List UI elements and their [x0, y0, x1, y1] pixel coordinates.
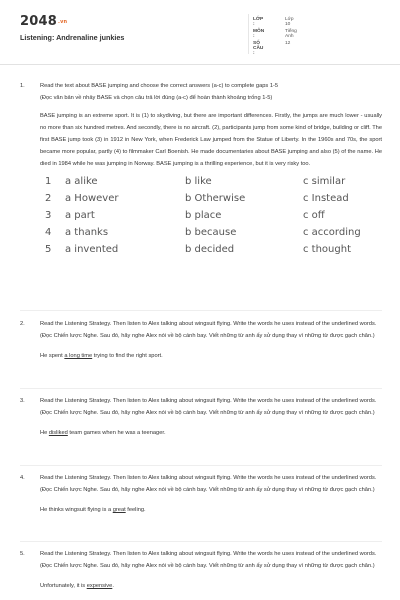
sentence-text: trying to find the right sport. — [92, 353, 163, 359]
question-3 — [20, 395, 382, 439]
option-a[interactable]: a invented — [65, 244, 119, 255]
question-sentence — [40, 580, 382, 592]
question-separator — [20, 541, 382, 542]
question-separator — [20, 465, 382, 466]
question-4 — [20, 472, 382, 516]
option-number: 3 — [45, 210, 52, 221]
site-logo[interactable] — [20, 14, 67, 29]
answer-options — [45, 176, 382, 261]
logo-suffix: .vn — [57, 18, 68, 25]
option-b[interactable]: b decided — [185, 244, 235, 255]
option-c[interactable]: c Instead — [303, 193, 349, 204]
question-separator — [20, 310, 382, 311]
question-instruction: Read the Listening Strategy. Then listen to Alex talking about wingsuit flying. Write the words he uses instead of the underlined words. — [40, 398, 377, 404]
option-b[interactable]: b like — [185, 176, 212, 187]
question-number: 1. — [20, 83, 25, 89]
question-sentence — [40, 350, 382, 362]
meta-key: SỐ CÂU : — [253, 41, 264, 56]
question-translation: (Đọc Chiến lược Nghe. Sau đó, hãy nghe Alex nói về bộ cánh bay. Viết những từ anh ấy sử dụng thay vì những từ được gạch chân.) — [40, 563, 375, 569]
reading-passage: BASE jumping is an extreme sport. It is (1) to skydiving, but there are important differences. Firstly, the jumps are much lower - usually no more than six hundred metres. And secondly, there is no aircraft. (2), participants jump from some kind of bridge, building or cliff. The first BASE jump took (3) in 1912 in New York, when Frederick Law jumped from the Statue of Liberty. In the 1960s and 70s, the sport became more popular, partly (4) to filmmaker Carl Boenish. He made documentaries about BASE jumping and also (5) of the name. He died in 1984 while he was jumping in Norway. BASE jumping is a thrilling experience, but it is very risky too. — [40, 113, 382, 167]
option-number: 2 — [45, 193, 52, 204]
question-number: 4. — [20, 475, 25, 481]
underlined-word: disliked — [48, 430, 68, 436]
sentence-text: . — [112, 583, 114, 589]
sentence-text: feeling. — [125, 507, 146, 513]
question-number: 5. — [20, 551, 25, 557]
lesson-title: Listening: Andrenaline junkies — [20, 33, 125, 42]
question-body — [40, 548, 382, 592]
question-instruction: Read the text about BASE jumping and choose the correct answers (a-c) to complete gaps 1-5 — [40, 83, 279, 89]
sentence-text: team games when he was a teenager. — [67, 430, 166, 436]
question-translation: (Đọc Chiến lược Nghe. Sau đó, hãy nghe Alex nói về bộ cánh bay. Viết những từ anh ấy sử dụng thay vì những từ được gạch chân.) — [40, 487, 375, 493]
sentence-text: He — [40, 430, 49, 436]
page-header — [0, 0, 400, 64]
question-1 — [20, 80, 382, 261]
question-body — [40, 472, 382, 516]
underlined-word: expensive — [86, 583, 113, 589]
question-number: 2. — [20, 321, 25, 327]
option-a[interactable]: a However — [65, 193, 119, 204]
meta-key: LỚP : — [253, 17, 264, 27]
option-b[interactable]: b because — [185, 227, 237, 238]
sentence-text: He thinks wingsuit flying is a — [40, 507, 113, 513]
option-row-2 — [45, 193, 382, 210]
question-body — [40, 395, 382, 439]
option-row-5 — [45, 244, 382, 261]
header-divider-line — [0, 64, 400, 65]
option-b[interactable]: b Otherwise — [185, 193, 246, 204]
option-number: 1 — [45, 176, 52, 187]
question-body — [40, 318, 382, 362]
question-number: 3. — [20, 398, 25, 404]
underlined-word: a long time — [64, 353, 93, 359]
option-a[interactable]: a part — [65, 210, 95, 221]
meta-value: 12 — [285, 41, 291, 46]
question-5 — [20, 548, 382, 592]
meta-key: MÔN : — [253, 29, 265, 39]
meta-value: Tiếng Anh — [285, 29, 297, 39]
question-2 — [20, 318, 382, 362]
option-row-1 — [45, 176, 382, 193]
question-translation: (Đọc Chiến lược Nghe. Sau đó, hãy nghe Alex nói về bộ cánh bay. Viết những từ anh ấy sử dụng thay vì những từ được gạch chân.) — [40, 410, 375, 416]
question-sentence — [40, 504, 382, 516]
option-c[interactable]: c similar — [303, 176, 346, 187]
question-translation: (Đọc văn bản về nhảy BASE và chọn câu trả lời đúng (a-c) để hoàn thành khoảng trống 1-5) — [40, 95, 273, 101]
underlined-word: great — [112, 507, 126, 513]
option-a[interactable]: a thanks — [65, 227, 109, 238]
option-number: 5 — [45, 244, 52, 255]
option-c[interactable]: c according — [303, 227, 361, 238]
header-divider — [248, 14, 249, 54]
option-c[interactable]: c thought — [303, 244, 351, 255]
option-number: 4 — [45, 227, 52, 238]
question-instruction: Read the Listening Strategy. Then listen to Alex talking about wingsuit flying. Write the words he uses instead of the underlined words. — [40, 321, 377, 327]
question-separator — [20, 388, 382, 389]
sentence-text: Unfortunately, it is — [40, 583, 87, 589]
question-instruction: Read the Listening Strategy. Then listen to Alex talking about wingsuit flying. Write the words he uses instead of the underlined words. — [40, 475, 377, 481]
logo-text: 2048 — [20, 14, 57, 29]
question-body — [40, 80, 382, 261]
option-b[interactable]: b place — [185, 210, 222, 221]
sentence-text: He spent — [40, 353, 65, 359]
question-sentence — [40, 427, 382, 439]
option-c[interactable]: c off — [303, 210, 325, 221]
option-a[interactable]: a alike — [65, 176, 98, 187]
option-row-3 — [45, 210, 382, 227]
option-row-4 — [45, 227, 382, 244]
question-translation: (Đọc Chiến lược Nghe. Sau đó, hãy nghe Alex nói về bộ cánh bay. Viết những từ anh ấy sử dụng thay vì những từ được gạch chân.) — [40, 333, 375, 339]
meta-value: Lớp 10 — [285, 17, 294, 27]
question-instruction: Read the Listening Strategy. Then listen to Alex talking about wingsuit flying. Write the words he uses instead of the underlined words. — [40, 551, 377, 557]
